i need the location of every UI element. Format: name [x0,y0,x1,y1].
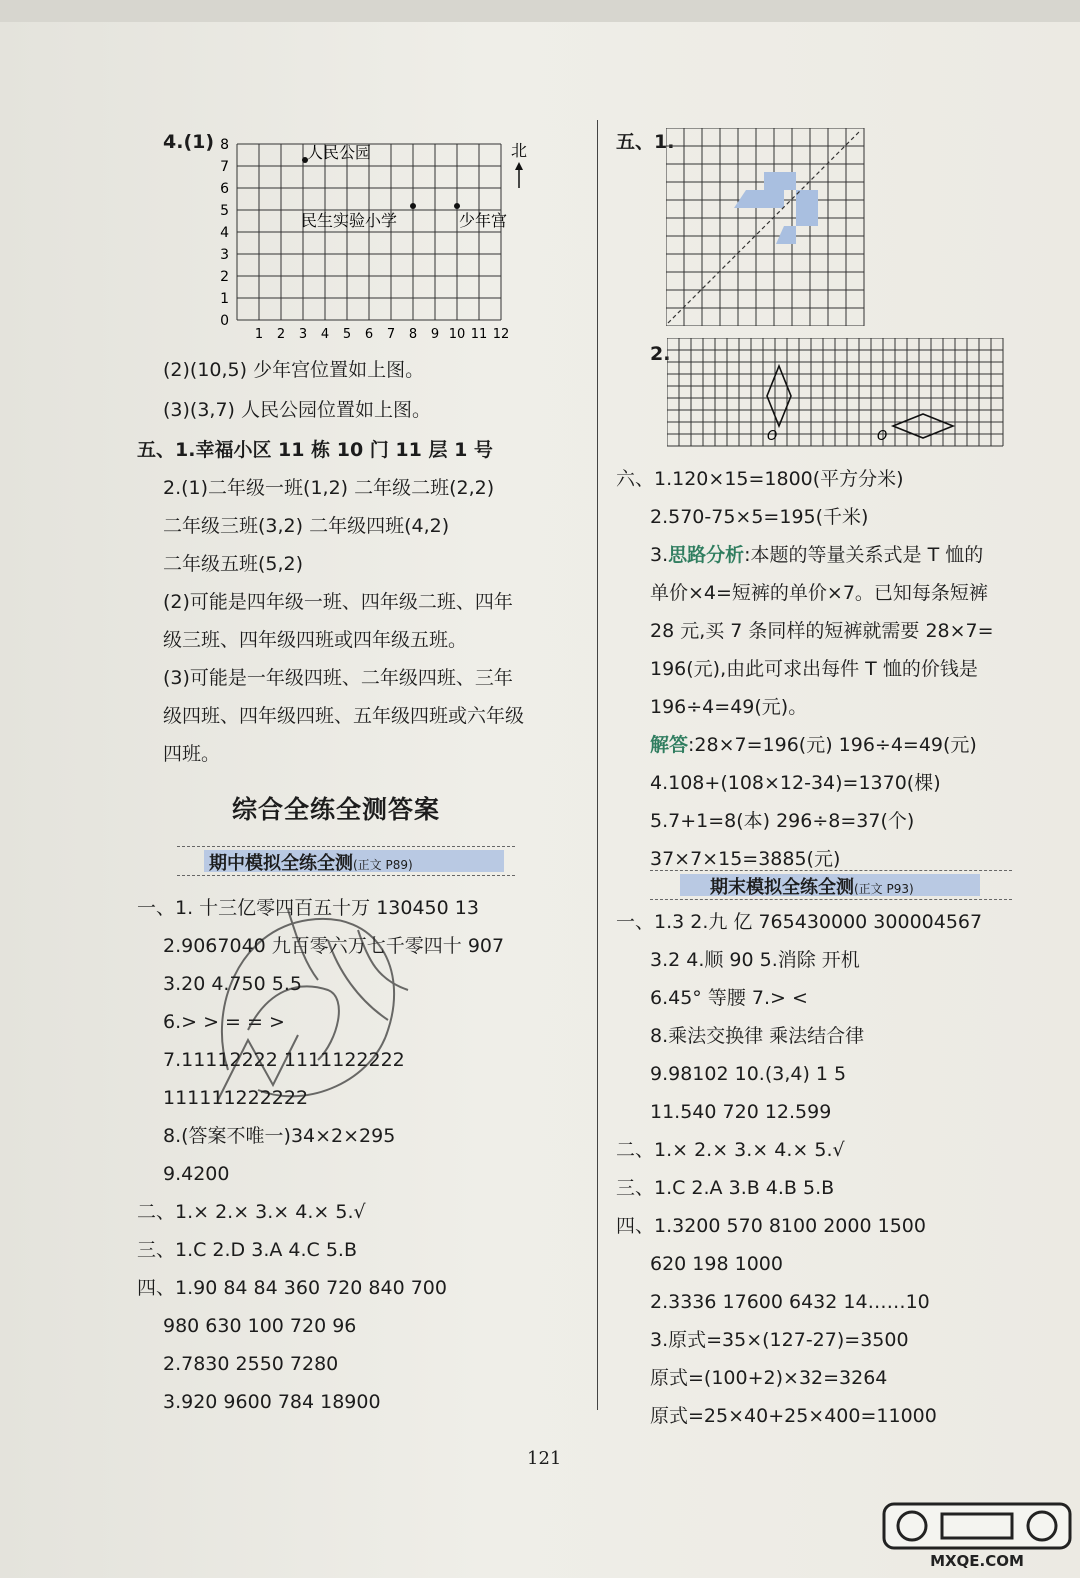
midterm-line-8: 9.4200 [163,1163,230,1185]
x-tick-label: 1 [254,327,264,342]
final-line-14: 原式=25×40+25×400=11000 [650,1405,937,1427]
final-line-2: 3.2 4.顺 90 5.消除 开机 [650,949,860,971]
y-tick-label: 7 [220,159,229,175]
left-line-2: (3)(3,7) 人民公园位置如上图。 [163,399,431,421]
school-point [410,203,416,209]
y-tick-label: 1 [220,291,229,307]
left-line-8: 级三班、四年级四班或四年级五班。 [163,629,468,651]
north-label: 北 [511,141,528,160]
y-tick-label: 5 [220,203,229,219]
question-5-1-label: 五、1. [616,131,675,153]
right-line-5: 28 元,买 7 条同样的短裤就需要 28×7= [650,620,994,642]
y-tick-label: 8 [220,138,229,153]
right-line-1: 六、1.120×15=1800(平方分米) [616,468,904,490]
answer-label: 解答 [650,734,689,756]
right-line-11: 37×7×15=3885(元) [650,848,841,870]
left-line-1: (2)(10,5) 少年宫位置如上图。 [163,359,425,381]
final-line-4: 8.乘法交换律 乘法结合律 [650,1025,865,1047]
coordinate-grid [215,138,535,343]
final-line-13: 原式=(100+2)×32=3264 [650,1367,888,1389]
shape-reflected-tip [776,226,796,244]
y-tick-label: 6 [220,181,229,197]
page-number: 121 [527,1448,562,1469]
column-divider [597,120,598,1410]
midterm-banner-title: 期中模拟全练全测 [209,853,353,874]
final-line-12: 3.原式=35×(127-27)=3500 [650,1329,909,1351]
shape-original [764,172,796,208]
scan-edge [0,0,1080,22]
palace-point [454,203,460,209]
point-o-1: O [767,429,778,444]
palace-label: 少年宫 [459,211,508,230]
x-tick-label: 3 [298,327,308,342]
midterm-line-5: 7.11112222 1111122222 [163,1049,405,1071]
x-tick-label: 7 [386,327,396,342]
x-tick-label: 5 [342,327,352,342]
y-tick-label: 2 [220,269,229,285]
midterm-line-6: 111111222222 [163,1087,309,1109]
school-label: 民生实验小学 [301,211,398,230]
final-line-3: 6.45° 等腰 7.> < [650,987,808,1009]
right-line-4: 单价×4=短裤的单价×7。已知每条短裤 [650,582,988,604]
x-tick-label: 9 [430,327,440,342]
thinking-label: 思路分析 [668,544,745,566]
symmetry-grid [666,128,866,326]
symmetry-axis [668,130,861,323]
left-line-4: 2.(1)二年级一班(1,2) 二年级二班(2,2) [163,477,495,499]
left-line-3: 五、1.幸福小区 11 栋 10 门 11 层 1 号 [137,439,493,461]
right-line-6: 196(元),由此可求出每件 T 恤的价钱是 [650,658,978,680]
right-line-2: 2.570-75×5=195(千米) [650,506,869,528]
final-line-7: 二、1.× 2.× 3.× 4.× 5.√ [616,1139,845,1161]
final-line-11: 2.3336 17600 6432 14……10 [650,1291,930,1313]
midterm-line-4: 6.> > = = > [163,1011,285,1033]
midterm-line-11: 四、1.90 84 84 360 720 840 700 [137,1277,447,1299]
right-line-10: 5.7+1=8(本) 296÷8=37(个) [650,810,915,832]
point-o-2: O [877,429,888,444]
midterm-line-2: 2.9067040 九百零六万七千零四十 907 [163,935,505,957]
left-line-10: 级四班、四年级四班、五年级四班或六年级 [163,705,525,727]
y-tick-label: 0 [220,313,229,329]
y-tick-label: 3 [220,247,229,263]
final-banner-title: 期末模拟全练全测 [710,877,854,898]
midterm-line-10: 三、1.C 2.D 3.A 4.C 5.B [137,1239,357,1261]
final-line-10: 620 198 1000 [650,1253,783,1275]
right-line-8: 解答:28×7=196(元) 196÷4=49(元) [650,734,977,756]
x-tick-label: 2 [276,327,286,342]
left-line-7: (2)可能是四年级一班、四年级二班、四年 [163,591,513,613]
x-tick-label: 8 [408,327,418,342]
x-tick-label: 4 [320,327,330,342]
x-tick-label: 11 [470,327,488,342]
y-tick-label: 4 [220,225,229,241]
rotation-grid [667,338,1007,453]
final-line-8: 三、1.C 2.A 3.B 4.B 5.B [616,1177,835,1199]
midterm-line-3: 3.20 4.750 5.5 [163,973,302,995]
final-line-9: 四、1.3200 570 8100 2000 1500 [616,1215,926,1237]
x-tick-label: 12 [492,327,510,342]
midterm-line-7: 8.(答案不唯一)34×2×295 [163,1125,396,1147]
section-title: 综合全练全测答案 [232,795,441,824]
x-tick-label: 10 [448,327,466,342]
midterm-line-1: 一、1. 十三亿零四百五十万 130450 13 [137,897,479,919]
final-line-1: 一、1.3 2.九 亿 765430000 300004567 [616,911,983,933]
left-line-5: 二年级三班(3,2) 二年级四班(4,2) [163,515,450,537]
left-line-11: 四班。 [163,743,221,765]
final-line-6: 11.540 720 12.599 [650,1101,832,1123]
watermark-text: MXQE.COM [930,1552,1024,1570]
midterm-line-13: 2.7830 2550 7280 [163,1353,339,1375]
handwritten-stamp [178,870,448,1130]
midterm-line-14: 3.920 9600 784 18900 [163,1391,381,1413]
left-line-9: (3)可能是一年级四班、二年级四班、三年 [163,667,513,689]
left-line-6: 二年级五班(5,2) [163,553,304,575]
final-line-5: 9.98102 10.(3,4) 1 5 [650,1063,847,1085]
park-label: 人民公园 [307,143,372,162]
midterm-line-12: 980 630 100 720 96 [163,1315,357,1337]
watermark-logo [882,1500,1072,1570]
right-line-3: 3.思路分析:本题的等量关系式是 T 恤的 [650,544,984,566]
shape-part [796,190,818,226]
final-banner-source: (正文 P93) [854,882,914,896]
midterm-banner-source: (正文 P89) [353,858,413,872]
right-line-7: 196÷4=49(元)。 [650,696,808,718]
x-tick-label: 6 [364,327,374,342]
final-banner [650,870,1012,900]
question-4-label: 4.(1) [163,131,215,153]
midterm-line-9: 二、1.× 2.× 3.× 4.× 5.√ [137,1201,366,1223]
right-line-9: 4.108+(108×12-34)=1370(棵) [650,772,941,794]
north-arrowhead-icon [515,162,523,170]
question-5-2-label: 2. [650,343,671,365]
